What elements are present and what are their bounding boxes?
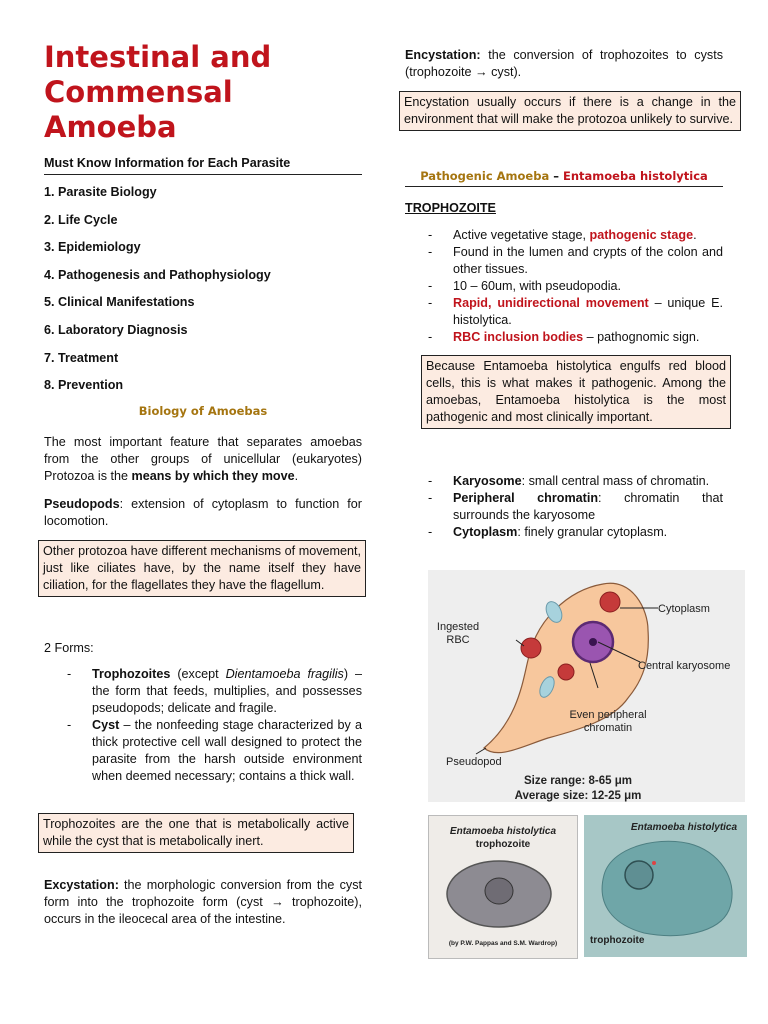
list-item: 6. Laboratory Diagnosis [44,322,188,337]
nucleus-shape [485,878,513,904]
photo-title: Entamoeba histolytica [449,826,557,837]
pathogenic-heading: Pathogenic Amoeba – Entamoeba histolytica [405,169,723,187]
label-chromatin: chromatin [583,722,633,734]
label-pseudopod: Pseudopod [446,756,502,768]
list-item: - Trophozoites (except Dientamoeba fragilis) – the form that feeds, multiplies, and possesses pseudopods; delicate and fragile. [67,666,362,717]
rbc-3 [558,664,574,680]
list-item: 2. Life Cycle [44,212,118,227]
excystation-paragraph: Excystation: the morphologic conversion from the cyst form into the trophozoite form (cyst → trophozoite), occurs in the ileocecal area of the intestine. [44,878,362,926]
list-item: - Found in the lumen and crypts of the colon and other tissues. [428,244,723,278]
biology-heading: Biology of Amoebas [138,404,268,418]
label-central-karyosome: Central karyosome [638,660,731,672]
label-average-size: Average size: 12-25 μm [514,790,642,802]
micrograph-right [584,815,747,957]
trophozoite-heading: TROPHOZOITE [405,201,496,215]
karyosome [589,638,597,646]
list-item: - Peripheral chromatin: chromatin that surrounds the karyosome [428,490,723,524]
engulf-note-box: Because Entamoeba histolytica engulfs red blood cells, this is what makes it pathogenic. Among the amoebas, Entamoeba histolytica is the most pathogenic and most clinically important. [421,355,731,429]
topics-list [44,185,362,406]
photo-title: Entamoeba histolytica [630,822,738,833]
encystation-note-box: Encystation usually occurs if there is a change in the environment that will make the protozoa unlikely to survive. [399,91,741,131]
photo-subtitle: trophozoite [475,839,531,850]
list-item: 1. Parasite Biology [44,185,157,199]
page-title [44,40,374,145]
list-item: 7. Treatment [44,350,119,365]
photo-subtitle: trophozoite [590,935,645,946]
list-item: - Cyst – the nonfeeding stage characterized by a thick protective cell wall designed to protect the parasite from the harsh outside environment when deemed necessary; contains a thick wall. [67,717,362,785]
title-line-2: Commensal [44,75,233,109]
metabolic-note-box: Trophozoites are the one that is metabolically active while the cyst that is metabolically inert. [38,813,354,853]
photo-credit: (by P.W. Pappas and S.M. Wardrop) [448,940,558,947]
label-cytoplasm: Cytoplasm [658,603,710,615]
list-item: 3. Epidemiology [44,240,141,255]
micrograph-left [428,815,578,959]
two-forms-label: 2 Forms: [44,641,94,655]
structure-bullets [428,473,723,541]
list-item: - RBC inclusion bodies – pathognomic sign. [428,329,723,346]
list-item: - Rapid, unidirectional movement – unique E. histolytica. [428,295,723,329]
title-line-1: Intestinal and [44,40,272,74]
list-item: 8. Prevention [44,378,124,393]
forms-list [67,666,362,785]
encystation-paragraph: Encystation: the conversion of trophozoites to cysts (trophozoite → cyst). [405,48,723,79]
nucleus-shape [625,861,653,889]
trophozoite-diagram [428,570,745,802]
list-item: - Karyosome: small central mass of chromatin. [428,473,723,490]
title-line-3: Amoeba [44,110,177,144]
label-even-peripheral: Even peripheral [569,709,647,721]
list-item: 4. Pathogenesis and Pathophysiology [44,267,271,282]
list-item: - Cytoplasm: finely granular cytoplasm. [428,524,723,541]
label-ingested: Ingested [436,621,480,633]
rbc-2 [600,592,620,612]
trophozoite-bullets [428,227,723,346]
must-know-heading: Must Know Information for Each Parasite [44,156,362,175]
label-rbc: RBC [446,634,470,646]
cell-shape [602,841,732,935]
list-item: - Active vegetative stage, pathogenic stage. [428,227,723,244]
list-item: - 10 – 60um, with pseudopodia. [428,278,723,295]
label-size-range: Size range: 8-65 μm [523,775,633,787]
rbc-1 [521,638,541,658]
important-feature-paragraph: The most important feature that separates amoebas from the other groups of unicellular (eukaryotes) Protozoa is the means by which they move. [44,435,362,483]
pseudopods-paragraph: Pseudopods: extension of cytoplasm to function for locomotion. [44,497,362,528]
list-item: 5. Clinical Manifestations [44,295,195,310]
protozoa-note-box: Other protozoa have different mechanisms of movement, just like ciliates have, by the name itself they have ciliation, for the flagellates they have the flagellum. [38,540,366,597]
